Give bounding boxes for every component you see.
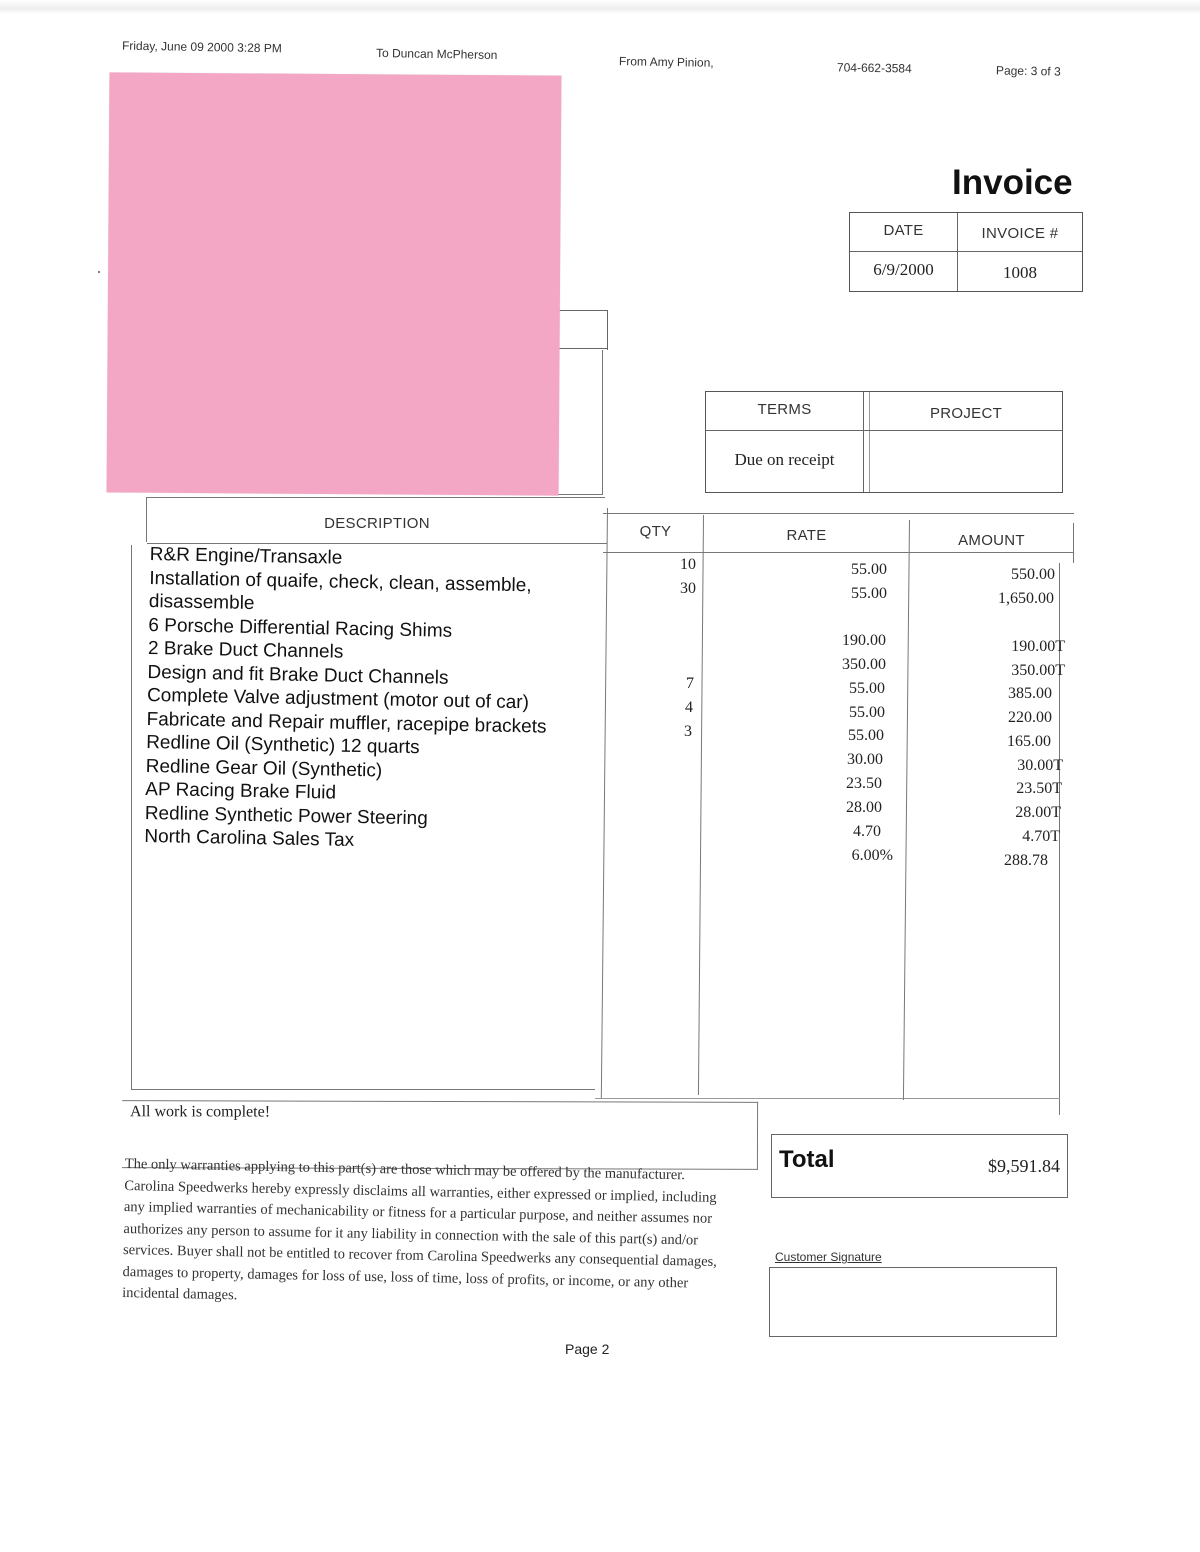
amount-cell: 23.50T: [1016, 780, 1062, 797]
amount-cell: 385.00: [1008, 685, 1052, 702]
qty-cell: 30: [680, 580, 696, 597]
description-line: Redline Oil (Synthetic) 12 quarts: [145, 731, 420, 759]
table-left-edge: [131, 545, 132, 1090]
amount-cell: 30.00T: [1017, 757, 1063, 774]
invoice-date: 6/9/2000: [873, 260, 934, 279]
rate-cell: 55.00: [851, 585, 887, 602]
description-line: disassemble: [148, 590, 255, 615]
rate-cell: 30.00: [847, 751, 883, 768]
description-line: Complete Valve adjustment (motor out of car): [146, 684, 530, 714]
description-line: North Carolina Sales Tax: [144, 825, 355, 851]
table-bottom-right: [595, 1098, 1060, 1099]
description-line: 2 Brake Duct Channels: [147, 637, 344, 663]
table-bottom-left: [131, 1089, 595, 1090]
col-divider-rate: [698, 515, 704, 1095]
rate-cell: 55.00: [848, 727, 884, 744]
total-box: [771, 1134, 1068, 1198]
total-label: Total: [779, 1146, 835, 1173]
rate-cell: 190.00: [842, 632, 886, 649]
invoice-number-label: INVOICE #: [981, 225, 1059, 242]
rate-cell: 350.00: [842, 656, 886, 673]
amount-cell: 220.00: [1008, 709, 1052, 726]
rate-cell: 23.50: [846, 775, 882, 792]
description-line: 6 Porsche Differential Racing Shims: [148, 614, 453, 642]
rate-cell: 28.00: [846, 799, 882, 816]
amount-cell: 550.00: [1011, 566, 1055, 583]
invoice-title: Invoice: [952, 163, 1073, 202]
invoice-number: 1008: [1003, 263, 1037, 282]
description-line: Design and fit Brake Duct Channels: [147, 661, 449, 689]
header-qty: QTY: [639, 523, 672, 540]
terms-label: TERMS: [757, 401, 812, 418]
fax-to: To Duncan McPherson: [375, 45, 498, 63]
footer-page-number: Page 2: [565, 1341, 610, 1357]
qty-cell: 4: [685, 699, 693, 716]
rate-cell: 55.00: [849, 680, 885, 697]
table-right-edge-top: [1073, 523, 1074, 563]
col-divider-qty: [601, 508, 608, 1098]
description-column: [144, 543, 550, 856]
terms-value: Due on receipt: [734, 450, 835, 469]
amount-cell: 165.00: [1007, 733, 1051, 750]
header-description: DESCRIPTION: [324, 515, 430, 532]
amount-cell: 350.00T: [1011, 662, 1065, 679]
qty-cell: 7: [686, 675, 694, 692]
amount-cell: 4.70T: [1022, 828, 1060, 845]
description-line: R&R Engine/Transaxle: [149, 543, 343, 569]
qty-cell: 10: [680, 556, 696, 573]
amount-cell: 288.78: [1004, 852, 1048, 869]
message-text: All work is complete!: [130, 1103, 271, 1121]
description-line: AP Racing Brake Fluid: [145, 778, 337, 804]
total-amount: $9,591.84: [988, 1156, 1060, 1176]
rate-cell: 4.70: [853, 823, 881, 840]
fax-page-number: Page: 3 of 3: [995, 63, 1061, 79]
fax-datetime: Friday, June 09 2000 3:28 PM: [121, 38, 282, 56]
description-line: Fabricate and Repair muffler, racepipe brackets: [146, 708, 547, 738]
table-top-right: [603, 513, 1074, 514]
scan-speck: [98, 271, 100, 273]
date-label: DATE: [883, 222, 924, 239]
description-line: Redline Gear Oil (Synthetic): [145, 755, 383, 781]
customer-signature-label: Customer Signature: [775, 1250, 882, 1264]
table-top-left: [147, 497, 605, 498]
rate-cell: 55.00: [849, 704, 885, 721]
header-divider-right: [603, 552, 1073, 553]
header-rate: RATE: [786, 527, 827, 544]
customer-signature-box[interactable]: [769, 1267, 1057, 1337]
description-line: Installation of quaife, check, clean, assemble,: [149, 567, 532, 596]
amount-cell: 28.00T: [1015, 804, 1061, 821]
fax-phone: 704-662-3584: [836, 60, 912, 76]
header-amount: AMOUNT: [958, 532, 1025, 549]
warranty-disclaimer: The only warranties applying to this part(s) are those which may be offered by the manufacturer. Carolina Speedwerks hereby expressly disclaims all warranties, either expressed or implied, including any implied warranties of mechanicability or fitness for a particular purpose, and neither assumes nor authorizes any person to assume for it any liability in connection with the sale of this part(s) and/or services. Buyer shall not be entitled to recover from Carolina Speedwerks any consequential damages, damages to property, damages for loss of use, loss of time, loss of profits, or income, or any other incidental damages.: [122, 1155, 718, 1304]
fax-from: From Amy Pinion,: [618, 54, 714, 70]
qty-cell: 3: [684, 723, 692, 740]
description-line: Redline Synthetic Power Steering: [144, 802, 429, 829]
rate-cell: 6.00%: [851, 847, 893, 864]
amount-cell: 190.00T: [1011, 638, 1065, 655]
amount-cell: 1,650.00: [998, 590, 1054, 607]
col-divider-amount: [903, 520, 910, 1100]
project-label: PROJECT: [929, 405, 1003, 422]
rate-cell: 55.00: [851, 561, 887, 578]
